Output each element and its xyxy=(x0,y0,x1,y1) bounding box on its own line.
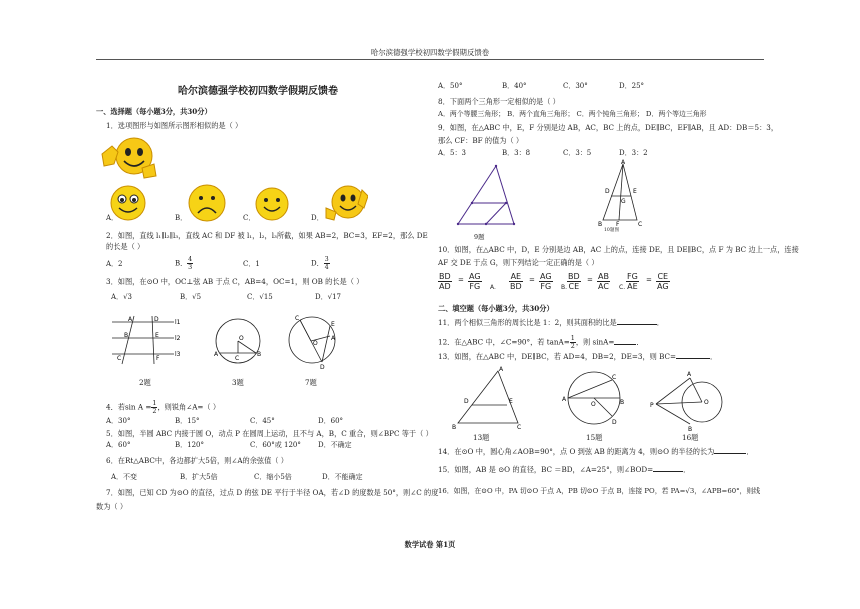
svg-text:D: D xyxy=(612,419,617,426)
figure-caption-9: 9题 xyxy=(474,233,485,241)
figure-caption-10: 10题图 xyxy=(604,228,620,233)
question-5: 5．如图，半圆 ABC 内接于圆 O，动点 P 在圆周上运动，且不与 A，B，C 重合，则∠BPC 等于（ ） xyxy=(106,429,433,438)
figure-caption-16: 16题 xyxy=(682,433,699,442)
q7-option-d[interactable]: D．25° xyxy=(619,82,645,90)
q6-option-d[interactable]: D．不能确定 xyxy=(322,473,363,481)
q5-option-c[interactable]: C．60°或 120° xyxy=(250,441,301,449)
svg-text:B: B xyxy=(257,351,262,358)
svg-text:A: A xyxy=(621,159,626,166)
svg-text:B: B xyxy=(124,332,129,339)
svg-text:B: B xyxy=(452,424,457,431)
svg-text:C: C xyxy=(517,424,522,431)
question-7-line1: 7．如图，已知 CD 为⊙O 的直径，过点 D 的弦 DE 平行于半径 OA，若∠D 的度数是 50°，则∠C 的度 xyxy=(106,488,439,497)
q6-option-c[interactable]: C．缩小5倍 xyxy=(254,473,292,481)
q3-option-a[interactable]: A．√3 xyxy=(111,293,132,301)
q4-option-c[interactable]: C．45° xyxy=(250,417,275,425)
q5-option-a[interactable]: A．60° xyxy=(106,441,131,449)
svg-text:D: D xyxy=(605,188,610,195)
svg-text:A: A xyxy=(562,396,567,403)
answer-blank-12[interactable] xyxy=(614,344,636,345)
header-divider xyxy=(96,59,764,60)
figure-caption-3: 3题 xyxy=(232,378,244,387)
q6-option-b[interactable]: B．扩大5倍 xyxy=(180,473,218,481)
svg-text:O: O xyxy=(239,335,244,342)
section-fill-heading: 二、填空题（每小题3分，共30分） xyxy=(438,304,554,313)
svg-text:C: C xyxy=(612,374,617,381)
question-6: 6．在Rt△ABC中，各边都扩大5倍，则∠A的余弦值（ ） xyxy=(106,456,288,465)
question-15: 15．如图，AB 是 ⊙O 的直径，BC ＝BD，∠A=25°，则∠BOD= ． xyxy=(438,465,691,474)
figure-q7-circle xyxy=(284,312,340,370)
q9-option-d[interactable]: D．3：2 xyxy=(619,149,648,157)
figure-q10-triangle xyxy=(593,158,649,230)
svg-text:A: A xyxy=(214,351,219,358)
svg-text:D: D xyxy=(320,364,325,370)
svg-text:l1: l1 xyxy=(175,319,181,326)
question-2-line1: 2．如图，直线 l₁∥l₂∥l₃，直线 AC 和 DF 被 l₁，l₂，l₃所截，如果 AB=2，BC=3，EF=2，那么 DE xyxy=(106,231,428,240)
figure-caption-7: 7题 xyxy=(305,378,317,387)
q5-option-d[interactable]: D．不确定 xyxy=(318,441,352,449)
svg-text:F: F xyxy=(616,221,620,228)
svg-text:C: C xyxy=(295,315,300,322)
q1-option-b[interactable]: B． xyxy=(175,214,188,222)
q7-option-a[interactable]: A．50° xyxy=(438,82,463,90)
figure-caption-15: 15题 xyxy=(586,433,603,442)
q9-option-c[interactable]: C．3：5 xyxy=(563,149,592,157)
question-10-line1: 10．如图，在△ABC 中，D，E 分别是边 AB，AC 上的点，连接 DE，且 DE∥BC，点 F 为 BC 边上一点，连接 xyxy=(438,245,799,254)
question-16: 16．如图，在⊙O 中，PA 切⊙O 于点 A，PB 切⊙O 于点 B，连接 PO，若 PA=√3，∠APB=60°，则线 xyxy=(438,487,761,495)
question-11: 11．两个相似三角形的周长比是 1：2，则其面积的比是 ． xyxy=(438,318,664,327)
answer-blank-13[interactable] xyxy=(676,358,710,359)
q10-option-c[interactable]: BD CE = AB AC C. xyxy=(568,272,626,291)
smiley-sad-icon xyxy=(187,183,227,223)
svg-text:O: O xyxy=(591,401,596,408)
svg-text:D: D xyxy=(464,398,469,405)
q3-option-d[interactable]: D．√17 xyxy=(315,293,341,301)
q3-option-c[interactable]: C．√15 xyxy=(247,293,273,301)
svg-text:l2: l2 xyxy=(175,335,181,342)
svg-text:B: B xyxy=(598,221,603,228)
svg-text:l3: l3 xyxy=(175,351,181,358)
q10-option-d[interactable]: FG AE = CE AG xyxy=(627,272,669,291)
section-choice-heading: 一、选择题（每小题3分，共30分） xyxy=(96,107,212,116)
question-12: 12．在△ABC 中，∠C=90°，若 tanA= $\frac{1}{2}$ ，则 sinA= ． xyxy=(438,334,644,350)
svg-text:G: G xyxy=(621,198,626,205)
smiley-smile-icon xyxy=(254,186,290,222)
figure-q3-circle xyxy=(210,315,266,367)
svg-text:B: B xyxy=(620,399,625,406)
svg-text:C: C xyxy=(235,355,240,362)
figure-q13-triangle xyxy=(452,365,524,433)
question-3: 3．如图，在⊙O 中，OC⊥弦 AB 于点 C，AB=4，OC=1，则 OB 的长是（ ） xyxy=(106,277,364,286)
question-8: 8．下面两个三角形一定相似的是（ ） xyxy=(438,97,560,106)
q4-option-d[interactable]: D．60° xyxy=(318,417,344,425)
q2-option-b[interactable]: B． $\frac{4}{3}$ xyxy=(175,255,193,271)
question-10-line2: AF 交 DE 于点 G，则下列结论一定正确的是（ ） xyxy=(438,258,599,267)
svg-text:P: P xyxy=(650,402,654,409)
answer-blank-14[interactable] xyxy=(714,453,746,454)
question-14: 14．在⊙O 中，圆心角∠AOB=90°，点 O 到弦 AB 的距离为 4，则⊙O 的半径的长为 ． xyxy=(438,447,754,456)
q9-option-b[interactable]: B．3：8 xyxy=(502,149,531,157)
answer-blank-11[interactable] xyxy=(617,324,657,325)
svg-text:A: A xyxy=(128,316,133,323)
smiley-waving-option-icon xyxy=(322,182,368,222)
figure-caption-13: 13题 xyxy=(473,433,490,442)
question-9-line1: 9．如图，在△ABC 中，E，F 分别是边 AB，AC，BC 上的点，DE∥BC，EF∥AB，且 AD：DB＝5：3， xyxy=(438,123,779,132)
q9-option-a[interactable]: A．5：3 xyxy=(438,149,466,157)
q1-option-d[interactable]: D． xyxy=(311,214,324,222)
q6-option-a[interactable]: A．不变 xyxy=(111,473,138,481)
svg-text:E: E xyxy=(331,321,335,328)
svg-text:A: A xyxy=(499,366,504,373)
q7-option-c[interactable]: C．30° xyxy=(563,82,588,90)
svg-text:E: E xyxy=(155,332,159,339)
question-9-line2: 那么 CF：BF 的值为（ ） xyxy=(438,136,524,145)
figure-caption-2: 2题 xyxy=(139,378,151,387)
question-7-line2: 数为（ ） xyxy=(96,502,128,511)
figure-q15-circle xyxy=(562,366,628,432)
question-13: 13．如图，在△ABC 中，DE∥BC，若 AD=4，DB=2，DE=3，则 BC= ． xyxy=(438,352,718,361)
running-header: 哈尔滨德强学校初四数学假期反馈卷 xyxy=(370,48,490,57)
svg-text:C: C xyxy=(638,221,643,228)
svg-text:D: D xyxy=(154,316,159,323)
page-title: 哈尔滨德强学校初四数学假期反馈卷 xyxy=(178,86,338,97)
svg-text:E: E xyxy=(633,188,637,195)
question-4: 4．若sin A = $\frac{1}{2}$ ，则锐角∠A=（ ） xyxy=(106,399,221,415)
smiley-waving-icon xyxy=(98,134,158,180)
q7-option-b[interactable]: B．40° xyxy=(502,82,527,90)
q10-option-b[interactable]: AE BD = AG FG B. xyxy=(510,272,568,291)
q1-option-a[interactable]: A． xyxy=(106,214,119,222)
q8-options[interactable]: A．两个等腰三角形； B．两个直角三角形； C．两个钝角三角形； D．两个等边三角形 xyxy=(438,110,707,118)
q1-option-c[interactable]: C． xyxy=(243,214,256,222)
q10-option-a[interactable]: BD AD = AG FG A. xyxy=(439,272,496,291)
svg-text:O: O xyxy=(704,399,709,406)
q2-option-c[interactable]: C．1 xyxy=(243,260,260,268)
figure-q16-tangents xyxy=(650,368,728,432)
q3-option-b[interactable]: B．√5 xyxy=(180,293,202,301)
question-1: 1．选项图形与如图所示图形相似的是（ ） xyxy=(106,121,243,130)
svg-text:A: A xyxy=(331,335,336,342)
q2-option-d[interactable]: D． $\frac{3}{4}$ xyxy=(311,255,329,271)
svg-text:E: E xyxy=(509,398,513,405)
q4-option-b[interactable]: B．15° xyxy=(175,417,200,425)
question-2-line2: 的长是（ ） xyxy=(106,242,145,251)
figure-q9-triangle xyxy=(450,160,530,234)
q5-option-b[interactable]: B．120° xyxy=(175,441,205,449)
q4-option-a[interactable]: A．30° xyxy=(106,417,131,425)
svg-text:B: B xyxy=(688,426,693,432)
answer-blank-15[interactable] xyxy=(653,471,683,472)
svg-text:A: A xyxy=(687,371,692,378)
figure-q2-parallel-lines xyxy=(108,312,186,370)
page-footer: 数学试卷 第1页 xyxy=(404,540,456,549)
svg-text:C: C xyxy=(117,355,122,362)
q2-option-a[interactable]: A．2 xyxy=(106,260,123,268)
svg-text:O: O xyxy=(313,340,318,347)
svg-text:F: F xyxy=(156,355,160,362)
